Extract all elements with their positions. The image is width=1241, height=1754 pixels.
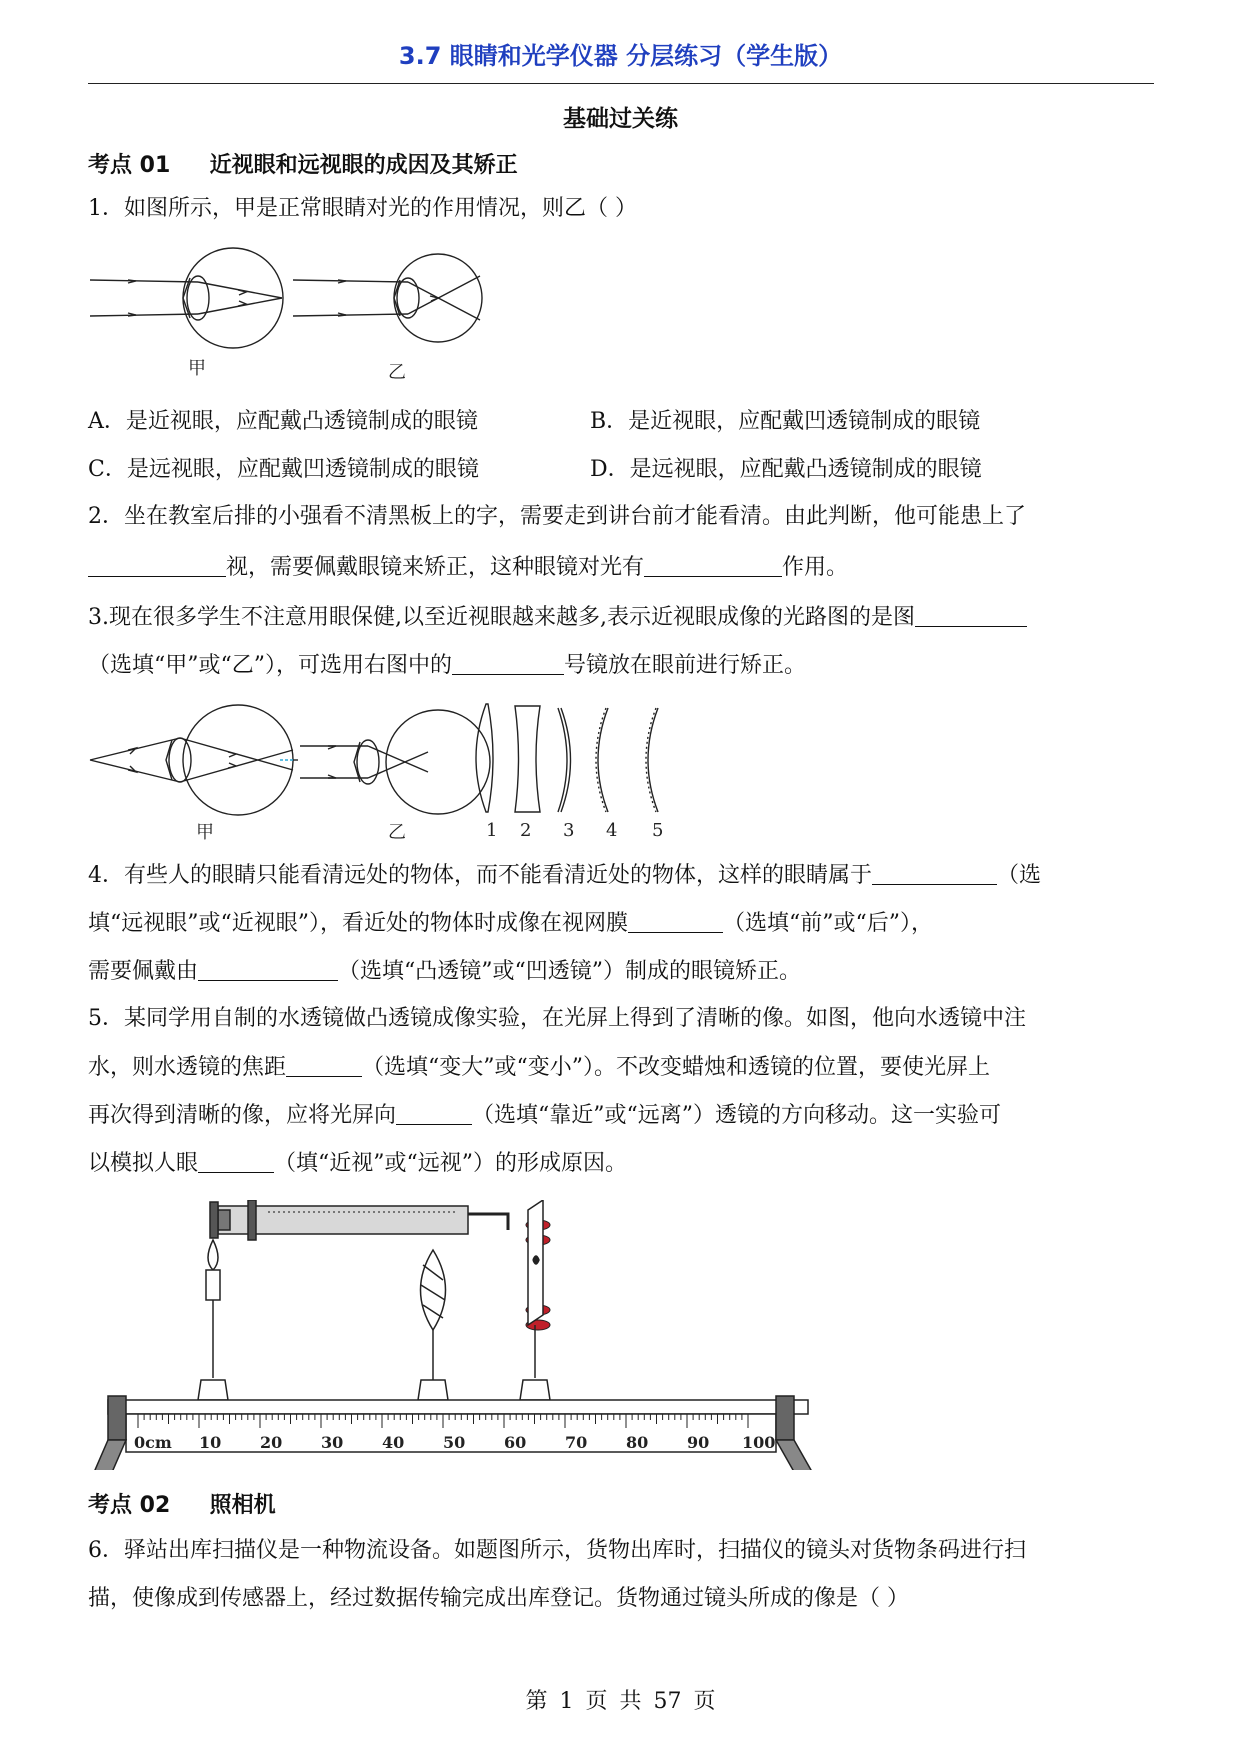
ruler-label-60: 60 [504,1433,527,1452]
q5-text-2b: （选填“变大”或“变小”）。不改变蜡烛和透镜的位置，要使光屏上 [362,1055,991,1080]
knowledge-point-2-heading [88,1488,276,1519]
ruler-label-100: 100 [742,1433,776,1452]
ruler-label-30: 30 [321,1433,344,1452]
q4-text-1a: 4．有些人的眼睛只能看清远处的物体，而不能看清近处的物体，这样的眼睛属于 [88,863,872,888]
page-header-title: 3.7 眼睛和光学仪器 分层练习（学生版） [398,42,843,70]
q3-blank-2[interactable] [452,650,564,675]
q3-eye-and-lens-diagram [88,700,688,845]
question-6-line-2: 描，使像成到传感器上，经过数据传输完成出库登记。货物通过镜头所成的像是（ ） [88,1586,909,1611]
question-4-line-3 [88,956,1154,987]
kp2-title: 照相机 [209,1493,276,1518]
q3-lens-set [476,704,658,812]
ruler-label-80: 80 [626,1433,649,1452]
syringe-icon [210,1200,508,1240]
q4-text-2b: （选填“前”或“后”）， [723,911,933,936]
q1-eye-b [293,254,482,342]
q3-text-1: 3.现在很多学生不注意用眼保健,以至近视眼越来越多,表示近视眼成像的光路图的是图 [88,605,915,630]
knowledge-point-1-heading [88,148,518,179]
ruler-label-90: 90 [687,1433,710,1452]
q1-option-d[interactable]: D．是远视眼，应配戴凸透镜制成的眼镜 [590,457,982,482]
q3-lens-number-3: 3 [563,820,575,841]
kp1-title: 近视眼和远视眼的成因及其矫正 [209,153,518,178]
question-5-line-3 [88,1100,1154,1131]
q3-lens-number-2: 2 [520,820,532,841]
footer-text-1: 第 [525,1689,548,1714]
question-1-stem: 1．如图所示，甲是正常眼睛对光的作用情况，则乙（ ） [88,196,637,221]
q3-fig-label-yi: 乙 [388,822,406,843]
q1-fig-label-yi: 乙 [388,362,406,383]
page-footer [0,1684,1241,1715]
q4-text-1b: （选 [997,863,1042,888]
q2-text-a: 视，需要佩戴眼镜来矫正，这种眼镜对光有 [226,555,645,580]
footer-text-2: 页 [585,1689,608,1714]
question-6-line-1: 6．驿站出库扫描仪是一种物流设备。如题图所示，货物出库时，扫描仪的镜头对货物条码进行扫 [88,1538,1027,1563]
section-title: 基础过关练 [563,106,678,132]
question-2-line-1: 2．坐在教室后排的小强看不清黑板上的字，需要走到讲台前才能看清。由此判断，他可能患上了 [88,504,1027,529]
ruler-label-20: 20 [260,1433,283,1452]
question-4-line-2 [88,908,1154,939]
footer-text-3: 共 [619,1689,642,1714]
ruler-label-70: 70 [565,1433,588,1452]
q4-text-2a: 填“远视眼”或“近视眼”），看近处的物体时成像在视网膜 [88,911,628,936]
q3-eye-jia [90,705,298,815]
question-4-line-1 [88,860,1154,891]
q5-text-3b: （选填“靠近”或“远离”）透镜的方向移动。这一实验可 [472,1103,1002,1128]
q3-fig-label-jia: 甲 [196,822,214,843]
q1-eye-normal [90,248,283,348]
q2-blank-1[interactable] [88,552,226,577]
question-3-line-2 [88,650,1154,681]
kp1-label: 考点 01 [88,153,171,178]
q5-text-4a: 以模拟人眼 [88,1151,199,1176]
q1-option-c[interactable]: C．是远视眼，应配戴凹透镜制成的眼镜 [88,457,479,482]
q5-text-2a: 水，则水透镜的焦距 [88,1055,287,1080]
q2-text-b: 作用。 [782,555,849,580]
q3-blank-1[interactable] [915,602,1027,627]
q1-fig-label-jia: 甲 [188,358,206,379]
q3-lens-number-1: 1 [486,820,498,841]
footer-total-pages: 57 [653,1689,682,1714]
q4-blank-3[interactable] [198,956,338,981]
question-5-line-1: 5．某同学用自制的水透镜做凸透镜成像实验，在光屏上得到了清晰的像。如图，他向水透镜中注 [88,1006,1027,1031]
q4-blank-1[interactable] [872,860,997,885]
ruler-label-50: 50 [443,1433,466,1452]
q1-option-a[interactable]: A．是近视眼，应配戴凸透镜制成的眼镜 [88,409,478,434]
q3-lens-number-4: 4 [606,820,618,841]
q5-text-4b: （填“近视”或“远视”）的形成原因。 [274,1151,628,1176]
ruler-label-0: 0cm [134,1433,172,1452]
q3-lens-number-5: 5 [652,820,664,841]
question-2-line-2 [88,552,1154,583]
footer-current-page: 1 [559,1689,574,1714]
q3-eye-yi [300,710,490,814]
q4-text-3a: 需要佩戴由 [88,959,199,984]
kp2-label: 考点 02 [88,1493,171,1518]
question-3-line-1 [88,602,1154,633]
question-5-line-4 [88,1148,1154,1179]
footer-text-4: 页 [693,1689,716,1714]
water-lens-icon [418,1250,448,1400]
q1-eye-diagram [88,238,538,388]
ruler-label-10: 10 [199,1433,222,1452]
q5-blank-1[interactable] [286,1052,362,1077]
q3-text-a: （选填“甲”或“乙”），可选用右图中的 [88,653,452,678]
q5-text-3a: 再次得到清晰的像，应将光屏向 [88,1103,397,1128]
q5-blank-2[interactable] [396,1100,472,1125]
question-5-line-2 [88,1052,1154,1083]
q1-option-b[interactable]: B．是近视眼，应配戴凹透镜制成的眼镜 [590,409,981,434]
candle-icon [198,1240,228,1400]
header-divider [88,83,1154,84]
q2-blank-2[interactable] [644,552,782,577]
ruler-label-40: 40 [382,1433,405,1452]
light-screen-icon [520,1200,550,1400]
q5-optical-bench-diagram [88,1200,938,1470]
q5-blank-3[interactable] [198,1148,274,1173]
q4-blank-2[interactable] [628,908,723,933]
q3-text-b: 号镜放在眼前进行矫正。 [564,653,807,678]
q4-text-3b: （选填“凸透镜”或“凹透镜”）制成的眼镜矫正。 [338,959,802,984]
